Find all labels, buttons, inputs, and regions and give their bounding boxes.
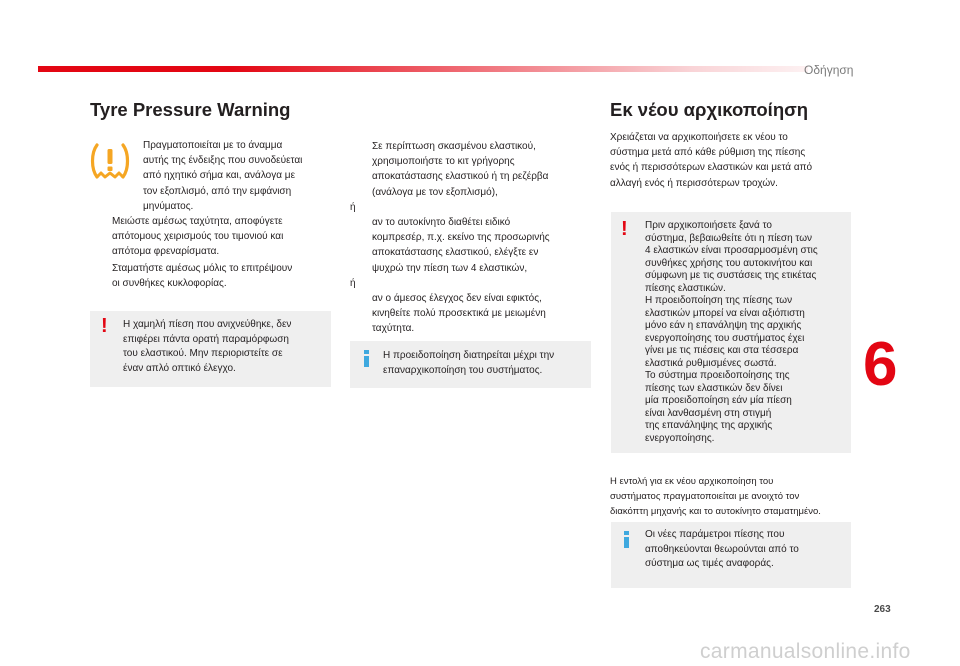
right-intro-line: αλλαγή ενός ή περισσότερων τροχών. <box>610 177 778 189</box>
right-warning-line: σύμφωνη με τις συστάσεις της ετικέτας <box>645 270 817 281</box>
left-warning-line: επιφέρει πάντα ορατή παραμόρφωση <box>123 333 289 345</box>
right-warning-line: σύστημα, βεβαιωθείτε ότι η πίεση των <box>645 232 813 244</box>
middle-bullet-line: αποκατάστασης ελαστικού ή τη ρεζέρβα <box>372 171 549 183</box>
middle-bullet-line: κινηθείτε πολύ προσεκτικά με μειωμένη <box>372 308 546 320</box>
right-section-title: Εκ νέου αρχικοποίηση <box>610 99 809 120</box>
info-icon <box>623 531 631 549</box>
middle-bullet-line: χρησιμοποιήστε το κιτ γρήγορης <box>372 156 515 168</box>
left-section-title: Tyre Pressure Warning <box>90 99 291 120</box>
middle-bullet-line: αποκατάστασης ελαστικού, ελέγξτε εν <box>372 247 539 259</box>
right-warning-line: ενεργοποίησης. <box>645 432 715 444</box>
left-intro-line: τον εξοπλισμό, από την εμφάνιση <box>143 185 292 197</box>
left-bullet-line: οι συνθήκες κυκλοφορίας. <box>112 278 227 290</box>
middle-bullet-line: (ανάλογα με τον εξοπλισμό), <box>372 186 498 198</box>
right-warning-line: Το σύστημα προειδοποίησης της <box>645 370 790 381</box>
right-info-line: Οι νέες παράμετροι πίεσης που <box>645 529 785 540</box>
middle-info-line: επαναρχικοποίηση του συστήματος. <box>383 364 543 376</box>
right-warning-line: πίεσης των ελαστικών δεν δίνει <box>645 382 783 394</box>
right-command-line: Η εντολή για εκ νέου αρχικοποίηση του <box>610 476 774 487</box>
right-command-line: συστήματος πραγματοποιείται με ανοιχτό τον <box>610 491 800 503</box>
middle-info-line: Η προειδοποίηση διατηρείται μέχρι την <box>383 350 555 361</box>
middle-bullet-line: αν το αυτοκίνητο διαθέτει ειδικό <box>372 217 511 228</box>
middle-bullet-line: Σε περίπτωση σκασμένου ελαστικού, <box>372 141 536 152</box>
left-warning-text <box>123 318 328 376</box>
right-intro-line: Χρειάζεται να αρχικοποιήσετε εκ νέου το <box>610 132 788 143</box>
right-intro <box>610 130 855 191</box>
left-intro-line: Πραγματοποιείται με το άναμμα <box>143 140 283 151</box>
info-icon <box>363 350 371 368</box>
left-intro-line: από ηχητικό σήμα και, ανάλογα με <box>143 170 296 182</box>
chapter-number: 6 <box>863 330 898 399</box>
right-command-text <box>610 474 860 520</box>
left-intro-line: μηνύματος. <box>143 200 194 212</box>
right-warning-line: ελαστικών μπορεί να είναι αξιόπιστη <box>645 307 805 319</box>
middle-bullet-2 <box>372 215 602 276</box>
middle-bullet-line: ταχύτητα. <box>372 323 415 335</box>
left-intro-line: αυτής της ένδειξης που συνοδεύεται <box>143 155 303 167</box>
section-title: Οδήγηση <box>804 63 854 77</box>
left-intro <box>143 138 343 214</box>
left-warning-line: του ελαστικού. Μην περιοριστείτε σε <box>123 348 283 360</box>
header-accent-bar <box>38 66 808 72</box>
right-warning-line: 4 ελαστικών είναι προσαρμοσμένη στις <box>645 245 818 256</box>
right-warning-line: ενεργοποίησης του συστήματος έχει <box>645 332 805 344</box>
or-separator: ή <box>350 278 356 289</box>
middle-bullet-3 <box>372 291 602 337</box>
right-warning-line: μόνο εάν η επανάληψη της αρχικής <box>645 320 802 331</box>
middle-bullet-line: κομπρεσέρ, π.χ. εκείνο της προσωρινής <box>372 232 550 244</box>
or-separator: ή <box>350 202 356 213</box>
left-bullet-line: απότομα φρεναρίσματα. <box>112 246 220 258</box>
right-warning-line: συνθήκες χρήσης του αυτοκινήτου και <box>645 257 813 269</box>
right-warning-text <box>645 220 850 445</box>
right-warning-line: μία προειδοποίηση εάν μία πίεση <box>645 395 792 406</box>
right-warning-line: Πριν αρχικοποιήσετε ξανά το <box>645 220 772 231</box>
left-bullet-line: απότομους χειρισμούς του τιμονιού και <box>112 231 284 243</box>
left-bullet-line: Μειώστε αμέσως ταχύτητα, αποφύγετε <box>112 216 283 227</box>
right-intro-line: ενός ή περισσότερων ελαστικών και μετά από <box>610 162 813 174</box>
left-bullet-1 <box>112 214 342 260</box>
left-warning-line: Η χαμηλή πίεση που ανιχνεύθηκε, δεν <box>123 319 292 330</box>
left-warning-line: έναν απλό οπτικό έλεγχο. <box>123 362 236 374</box>
left-bullet-2 <box>112 261 342 291</box>
middle-bullet-1 <box>372 139 602 200</box>
right-command-line: διακόπτη μηχανής και το αυτοκίνητο σταματημένο. <box>610 506 821 518</box>
tyre-pressure-warning-icon <box>88 141 132 181</box>
right-warning-line: πίεσης ελαστικών. <box>645 282 726 294</box>
right-warning-line: της επανάληψης της αρχικής <box>645 420 773 431</box>
page-number: 263 <box>874 604 891 615</box>
right-warning-line: Η προειδοποίηση της πίεσης των <box>645 295 793 306</box>
warning-exclamation-icon: ! <box>101 315 108 337</box>
middle-info-text <box>383 349 588 378</box>
right-warning-line: γίνει με τις πιέσεις και στα τέσσερα <box>645 345 799 356</box>
middle-bullet-line: ψυχρώ την πίεση των 4 ελαστικών, <box>372 262 528 274</box>
right-intro-line: σύστημα μετά από κάθε ρύθμιση της πίεσης <box>610 147 806 159</box>
warning-exclamation-icon: ! <box>621 218 628 240</box>
right-info-line: αποθηκεύονται θεωρούνται από το <box>645 543 799 555</box>
right-warning-line: ελαστικά ρυθμισμένες σωστά. <box>645 357 777 369</box>
left-bullet-line: Σταματήστε αμέσως μόλις το επιτρέψουν <box>112 263 293 274</box>
right-info-text <box>645 528 845 572</box>
right-info-line: σύστημα ως τιμές αναφοράς. <box>645 558 774 570</box>
right-warning-line: είναι λανθασμένη στη στιγμή <box>645 407 772 419</box>
watermark: carmanualsonline.info <box>700 640 911 663</box>
middle-bullet-line: αν ο άμεσος έλεγχος δεν είναι εφικτός, <box>372 293 542 304</box>
